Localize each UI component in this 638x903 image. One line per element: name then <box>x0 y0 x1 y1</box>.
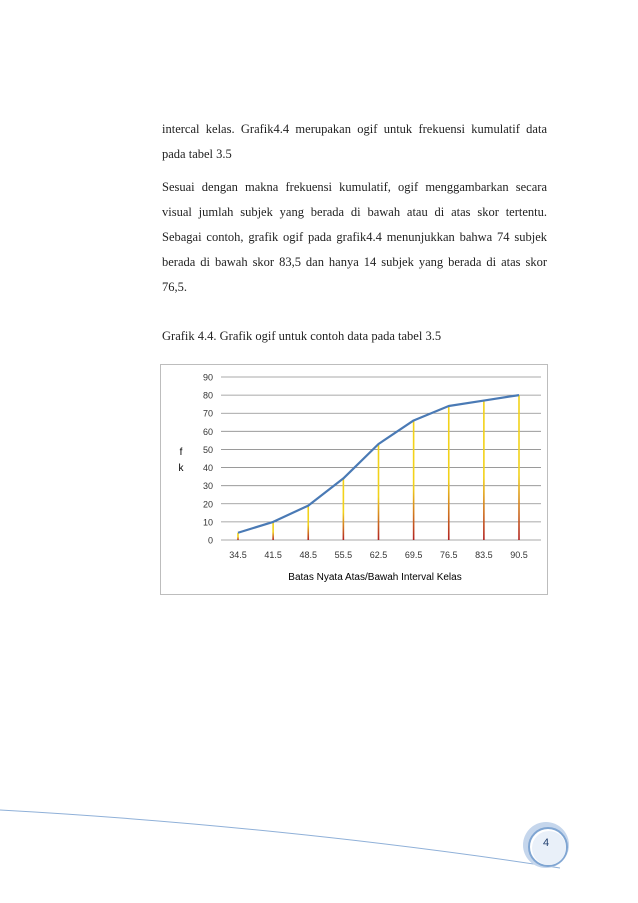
y-tick-label: 20 <box>202 499 213 510</box>
y-tick-label: 80 <box>202 390 213 401</box>
y-tick-label: 0 <box>207 535 213 546</box>
figure-caption: Grafik 4.4. Grafik ogif untuk contoh data pada tabel 3.5 <box>162 329 442 343</box>
x-axis-label: Batas Nyata Atas/Bawah Interval Kelas <box>288 572 462 583</box>
paragraph-intro: intercal kelas. Grafik4.4 merupakan ogif untuk frekuensi kumulatif data pada tabel 3.5 <box>162 122 547 161</box>
x-tick-label: 34.5 <box>229 550 247 560</box>
y-tick-label: 10 <box>202 517 213 528</box>
x-tick-label: 48.5 <box>299 550 318 560</box>
y-axis-label-f: f <box>179 447 183 458</box>
x-tick-label: 76.5 <box>439 550 458 560</box>
y-tick-label: 30 <box>202 481 213 492</box>
y-axis-label-k: k <box>178 463 184 474</box>
x-tick-label: 41.5 <box>264 550 282 560</box>
paragraph-explanation: Sesuai dengan makna frekuensi kumulatif, ogif menggambarkan secara visual jumlah subjek yang berada di bawah atau di atas skor tertentu. Sebagai contoh, grafik ogif pada grafik4.4 menunjukkan bahwa 74 subjek berada di bawah skor 83,5 dan hanya 14 subjek yang berada di atas skor 76,5. <box>162 180 547 294</box>
y-tick-label: 60 <box>202 426 213 437</box>
y-tick-label: 40 <box>202 463 213 474</box>
x-tick-label: 62.5 <box>369 550 388 560</box>
page-number: 4 <box>542 837 550 849</box>
x-tick-label: 55.5 <box>334 550 353 560</box>
y-tick-label: 50 <box>202 444 213 455</box>
x-tick-label: 90.5 <box>510 550 528 560</box>
x-tick-label: 83.5 <box>475 550 493 560</box>
y-tick-label: 90 <box>202 372 213 383</box>
y-tick-label: 70 <box>202 408 213 419</box>
x-tick-label: 69.5 <box>404 550 423 560</box>
